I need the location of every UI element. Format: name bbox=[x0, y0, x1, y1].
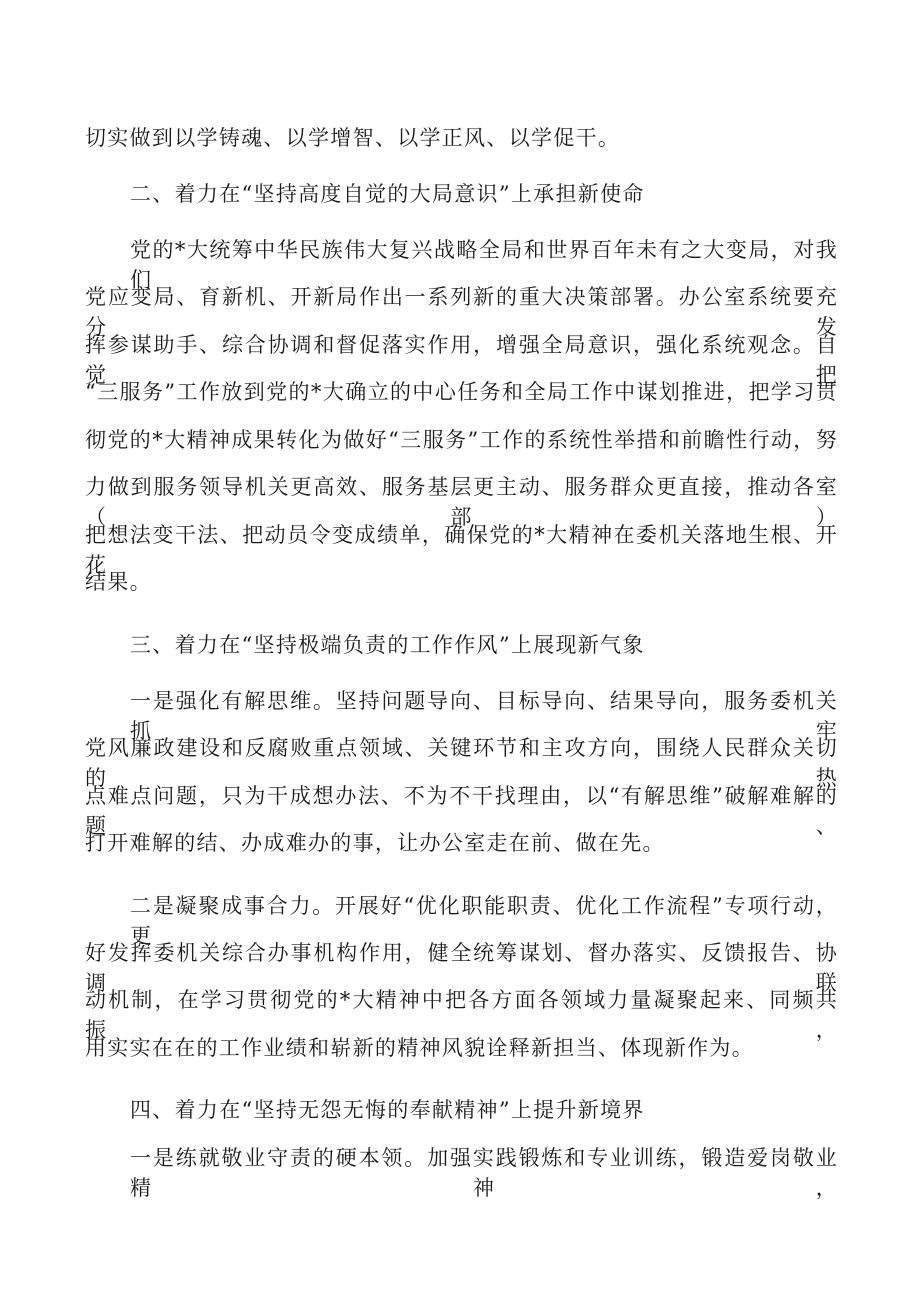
paragraph-line: 力做到服务领导机关更高效、服务基层更主动、服务群众更直接，推动各室（部） bbox=[85, 475, 838, 529]
paragraph-line: 党的*大统筹中华民族伟大复兴战略全局和世界百年未有之大变局，对我们 bbox=[130, 238, 838, 292]
paragraph-line: 二是凝聚成事合力。开展好“优化职能职责、优化工作流程”专项行动，更 bbox=[130, 894, 838, 948]
paragraph-line: 彻党的*大精神成果转化为做好“三服务”工作的系统性举措和前瞻性行动，努 bbox=[85, 428, 838, 452]
section-heading: 三、着力在“坚持极端负责的工作作风”上展现新气象 bbox=[130, 633, 645, 657]
paragraph-line: 好发挥委机关综合办事机构作用，健全统筹谋划、督办落实、反馈报告、协调联 bbox=[85, 941, 838, 995]
paragraph-line: 党应变局、育新机、开新局作出一系列新的重大决策部署。办公室系统要充分发 bbox=[85, 285, 838, 339]
section-heading: 二、着力在“坚持高度自觉的大局意识”上承担新使命 bbox=[130, 182, 645, 206]
paragraph-line: 切实做到以学铸魂、以学增智、以学正风、以学促干。 bbox=[85, 126, 621, 150]
paragraph-line: 一是强化有解思维。坚持问题导向、目标导向、结果导向，服务委机关抓牢 bbox=[130, 689, 838, 743]
paragraph-line: 打开难解的结、办成难办的事，让办公室走在前、做在先。 bbox=[85, 831, 665, 855]
paragraph-line: “三服务”工作放到党的*大确立的中心任务和全局工作中谋划推进，把学习贯 bbox=[85, 380, 838, 404]
paragraph-line: 结果。 bbox=[85, 570, 152, 594]
paragraph-line: 党风廉政建设和反腐败重点领域、关键环节和主攻方向，围绕人民群众关切的热 bbox=[85, 736, 838, 790]
paragraph-line: 动机制，在学习贯彻党的*大精神中把各方面各领域力量凝聚起来、同频共振， bbox=[85, 988, 838, 1042]
paragraph-line: 点难点问题，只为干成想办法、不为不干找理由，以“有解思维”破解难解的题、 bbox=[85, 784, 838, 838]
section-heading: 四、着力在“坚持无怨无悔的奉献精神”上提升新境界 bbox=[130, 1098, 645, 1122]
paragraph-line: 挥参谋助手、综合协调和督促落实作用，增强全局意识，强化系统观念。自觉把 bbox=[85, 333, 838, 387]
paragraph-line: 把想法变干法、把动员令变成绩单，确保党的*大精神在委机关落地生根、开花 bbox=[85, 523, 838, 577]
paragraph-line: 一是练就敬业守责的硬本领。加强实践锻炼和专业训练，锻造爱岗敬业精神， bbox=[130, 1146, 838, 1200]
paragraph-line: 用实实在在的工作业绩和崭新的精神风貌诠释新担当、体现新作为。 bbox=[85, 1036, 754, 1060]
